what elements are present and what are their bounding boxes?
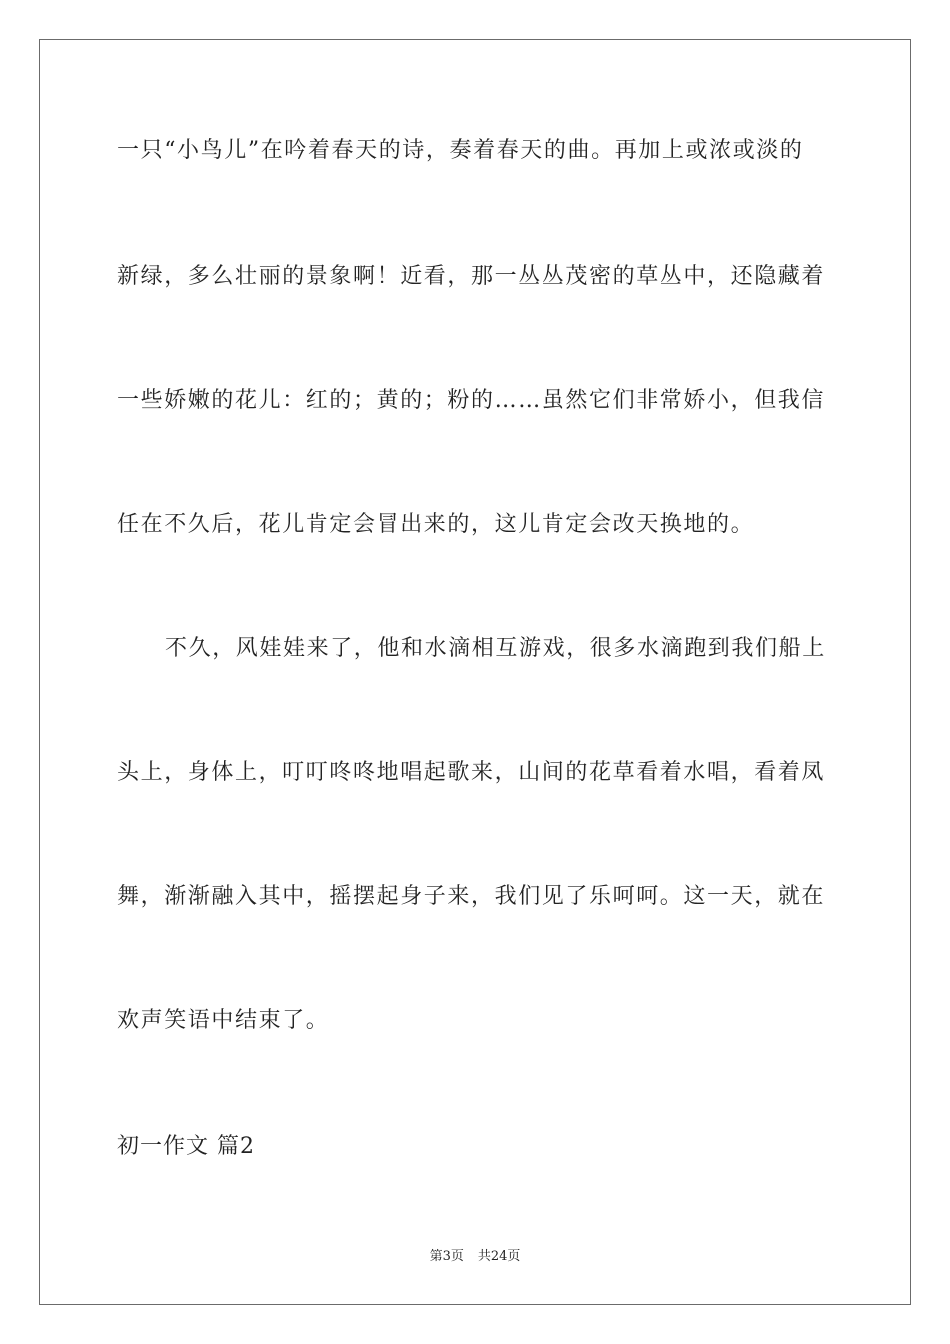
text-line-2: 新绿，多么壮丽的景象啊！近看，那一丛丛茂密的草丛中，还隐藏着 [117,264,826,289]
page-border [39,39,911,1305]
page-number: 第3页 [429,1249,464,1264]
text-line-3: 一些娇嫩的花儿：红的；黄的；粉的……虽然它们非常娇小，但我信 [117,388,826,413]
text-line-7: 舞，渐渐融入其中，摇摆起身子来，我们见了乐呵呵。这一天，就在 [117,884,826,909]
text-line-4: 任在不久后，花儿肯定会冒出来的，这儿肯定会改天换地的。 [117,512,755,537]
text-line-1: 一只“小鸟儿”在吟着春天的诗，奏着春天的曲。再加上或浓或淡的 [117,138,804,163]
text-line-5: 不久，风娃娃来了，他和水滴相互游戏，很多水滴跑到我们船上 [165,636,826,661]
page-footer [0,1248,950,1266]
section-heading: 初一作文 篇2 [117,1134,255,1159]
text-line-8: 欢声笑语中结束了。 [117,1008,330,1033]
text-line-6: 头上，身体上，叮叮咚咚地唱起歌来，山间的花草看着水唱，看着凤 [117,760,826,785]
page-total: 共24页 [477,1249,521,1264]
